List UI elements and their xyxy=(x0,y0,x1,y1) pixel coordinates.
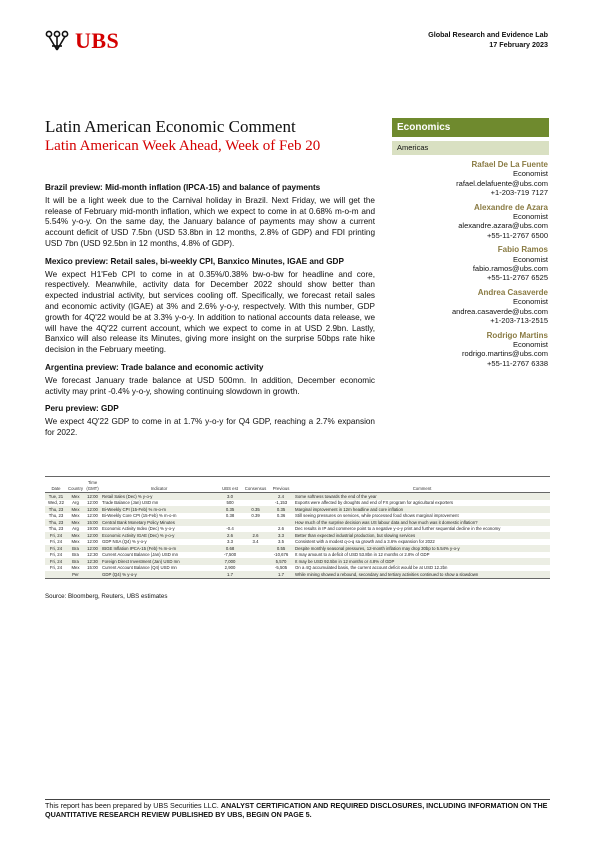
table-header: Time (GMT) xyxy=(84,477,101,493)
consensus-cell: 0.35 xyxy=(243,506,268,513)
country-cell: Mex xyxy=(67,506,84,513)
time-cell: 15:00 xyxy=(87,565,98,570)
comment-cell: Some softness towards the end of the year xyxy=(294,493,550,500)
table-header: Date xyxy=(45,477,67,493)
date-cell: Tue, 21 xyxy=(45,493,67,500)
report-header xyxy=(428,30,548,49)
table-header: Comment xyxy=(294,477,550,493)
previous-cell: 1.7 xyxy=(268,571,294,578)
previous-cell: -5,505 xyxy=(274,565,288,570)
table-row xyxy=(45,526,550,533)
indicator-cell: GDP (Q4) % y-o-y xyxy=(101,571,217,578)
country-cell: Mex xyxy=(67,532,84,539)
consensus-cell: 0.39 xyxy=(251,513,260,518)
previous-cell: 0.35 xyxy=(268,506,294,513)
country-cell: Arg xyxy=(72,526,79,531)
analyst-contact xyxy=(388,245,548,283)
table-header: Indicator xyxy=(101,477,217,493)
comment-cell: It may be USD 92.5bn in 12 months or 4.8% of GDP xyxy=(294,558,550,565)
ubs-est-cell: 0.68 xyxy=(217,545,243,552)
comment-cell: How much of the surprise decision was US labour data and how much was it domestic inflation? xyxy=(294,519,550,526)
date-cell: Fri, 24 xyxy=(49,565,63,570)
date-cell xyxy=(45,571,67,578)
previous-cell: 0.55 xyxy=(268,545,294,552)
time-cell: 12:00 xyxy=(84,506,101,513)
analyst-phone: +55-11-2767 6500 xyxy=(487,230,548,240)
ubs-keys-icon xyxy=(45,30,69,52)
calendar-table-wrapper xyxy=(45,476,550,579)
indicator-cell: Current Account Balance (Q4) USD mn xyxy=(102,565,177,570)
lab-name: Global Research and Evidence Lab xyxy=(428,30,548,39)
analyst-email[interactable]: andrea.casaverde@ubs.com xyxy=(452,306,548,316)
indicator-cell: Foreign Direct Investment (Jan) USD mn xyxy=(101,558,217,565)
ubs-est-cell: 500 xyxy=(226,500,234,505)
analyst-email[interactable]: rodrigo.martins@ubs.com xyxy=(462,349,548,359)
report-title: Latin American Economic Comment xyxy=(45,117,296,136)
analyst-role: Economist xyxy=(512,297,548,307)
time-cell: 12:00 xyxy=(87,539,98,544)
country-cell: Mex xyxy=(71,513,80,518)
analyst-name: Andrea Casaverde xyxy=(477,287,548,297)
previous-cell: 5,570 xyxy=(268,558,294,565)
analyst-phone: +1-203-713-2515 xyxy=(490,316,548,326)
analyst-role: Economist xyxy=(512,169,548,179)
time-cell: 19:00 xyxy=(87,526,98,531)
comment-cell: Consistent with a modest q-o-q sa growth and a 3.6% expansion for 2022 xyxy=(295,539,435,544)
previous-cell: 3.5 xyxy=(278,539,285,544)
country-cell: Bra xyxy=(72,552,79,557)
time-cell: 12:00 xyxy=(84,493,101,500)
indicator-cell: IBGE Inflation IPCA-15 (Feb) % m-o-m xyxy=(101,545,217,552)
section-heading: Peru preview: GDP xyxy=(45,404,119,414)
analyst-role: Economist xyxy=(512,339,548,349)
country-cell: Per xyxy=(67,571,84,578)
comment-cell: Marginal improvement in 12m headline and core inflation xyxy=(294,506,550,513)
table-source: Source: Bloomberg, Reuters, UBS estimates xyxy=(45,593,168,600)
calendar-table xyxy=(45,476,550,579)
country-cell: Mex xyxy=(67,493,84,500)
analyst-name: Alexandre de Azara xyxy=(474,202,548,212)
analyst-name: Rodrigo Martins xyxy=(486,330,548,340)
indicator-cell: Economic Activity IGAE (Dec) % y-o-y xyxy=(101,532,217,539)
comment-cell: Still seeing pressures on services, while processed food shows marginal improvement xyxy=(295,513,459,518)
time-cell: 12:30 xyxy=(84,558,101,565)
analyst-contact xyxy=(388,288,548,326)
country-cell: Mex xyxy=(67,519,84,526)
country-cell: Bra xyxy=(67,558,84,565)
indicator-cell: Central Bank Monetary Policy Minutes xyxy=(101,519,217,526)
footer-text: This report has been prepared by UBS Securities LLC. xyxy=(45,801,221,810)
analyst-email[interactable]: fabio.ramos@ubs.com xyxy=(472,264,548,274)
country-cell: Mex xyxy=(71,565,80,570)
section-text: We forecast January trade balance at USD 500mn. In addition, December economic activity may print -0.4% y-o-y, showing continuing slowdown in growth. xyxy=(45,375,375,396)
ubs-est-cell: 2,900 xyxy=(224,565,236,570)
time-cell: 12:00 xyxy=(84,532,101,539)
analyst-contact xyxy=(388,160,548,198)
time-cell: 12:30 xyxy=(87,552,98,557)
analyst-contacts xyxy=(388,160,548,373)
ubs-est-cell: 0.35 xyxy=(217,506,243,513)
section-argentina xyxy=(45,363,375,397)
indicator-cell: Trade Balance (Jan) USD mn xyxy=(102,500,159,505)
indicator-cell: Economic Activity Index (Dec) % y-o-y xyxy=(102,526,175,531)
table-header: Previous xyxy=(268,477,294,493)
table-header: Country xyxy=(67,477,84,493)
analyst-email[interactable]: rafael.delafuente@ubs.com xyxy=(456,178,548,188)
indicator-cell: Retail Sales (Dec) % y-o-y xyxy=(101,493,217,500)
date-cell: Thu, 23 xyxy=(45,519,67,526)
date-cell: Thu, 23 xyxy=(45,506,67,513)
section-peru xyxy=(45,404,375,438)
date-cell: Fri, 24 xyxy=(45,532,67,539)
analyst-phone: +55-11-2767 6338 xyxy=(487,358,548,368)
analyst-phone: +1-203-719 7127 xyxy=(490,188,548,198)
date-cell: Thu, 23 xyxy=(48,526,64,531)
ubs-est-cell: 3.0 xyxy=(217,493,243,500)
ubs-est-cell: 2.6 xyxy=(217,532,243,539)
table-row xyxy=(45,493,550,500)
consensus-cell xyxy=(243,571,268,578)
section-heading: Argentina preview: Trade balance and economic activity xyxy=(45,362,264,372)
section-heading: Brazil preview: Mid-month inflation (IPCA-15) and balance of payments xyxy=(45,183,321,192)
disclosure-footer xyxy=(45,801,550,819)
consensus-cell xyxy=(243,493,268,500)
ubs-logo xyxy=(45,28,119,54)
time-cell: 12:00 xyxy=(84,545,101,552)
analyst-contact xyxy=(388,331,548,369)
ubs-est-cell: 1.7 xyxy=(217,571,243,578)
category-banner: Economics xyxy=(392,118,549,137)
date-cell: Fri, 24 xyxy=(49,539,63,544)
analyst-phone: +55-11-2767 6525 xyxy=(487,273,548,283)
analyst-email[interactable]: alexandre.azara@ubs.com xyxy=(458,221,548,231)
comment-cell: Exports were affected by droughts and end of FX program for agricultural exporters xyxy=(295,500,454,505)
analyst-contact xyxy=(388,203,548,241)
previous-cell: 2.6 xyxy=(278,526,285,531)
ubs-est-cell: 0.38 xyxy=(225,513,235,518)
report-subtitle: Latin American Week Ahead, Week of Feb 20 xyxy=(45,138,321,154)
time-cell: 12:00 xyxy=(87,513,98,518)
previous-cell: 2.4 xyxy=(268,493,294,500)
comment-cell: Dec results in IP and commerce point to a negative y-o-y print and further sequential decline in the economy xyxy=(295,526,501,531)
section-mexico xyxy=(45,257,375,356)
time-cell: 12:00 xyxy=(87,500,98,505)
ubs-est-cell: 3.3 xyxy=(227,539,234,544)
analyst-role: Economist xyxy=(512,212,548,222)
date-cell: Fri, 24 xyxy=(45,545,67,552)
previous-cell: -10,676 xyxy=(273,552,289,557)
footer-disclosure: ANALYST CERTIFICATION AND REQUIRED DISCLOSURES, INCLUDING INFORMATION ON THE QUANTITATIVE RESEARCH REVIEW PUBLISHED BY UBS, BEGIN ON PAGE 5. xyxy=(45,801,548,820)
consensus-cell: 3.4 xyxy=(252,539,259,544)
ubs-est-cell: 7,000 xyxy=(217,558,243,565)
date-cell: Fri, 24 xyxy=(45,558,67,565)
indicator-cell: Bi-Weekly CPI (15-Feb) % m-o-m xyxy=(101,506,217,513)
comment-cell: Better than expected industrial production, but slowing services xyxy=(294,532,550,539)
ubs-est-cell: -0.4 xyxy=(226,526,234,531)
previous-cell: 3.3 xyxy=(268,532,294,539)
indicator-cell: GDP NSA (Q4) % y-o-y xyxy=(102,539,147,544)
table-header: Consensus xyxy=(243,477,268,493)
comment-cell: While mining showed a rebound, secondary and tertiary activities continued to show a slowdown xyxy=(294,571,550,578)
report-date: 17 February 2023 xyxy=(489,39,548,49)
footer-divider xyxy=(45,799,550,800)
region-banner: Americas xyxy=(392,141,549,155)
section-text: It will be a light week due to the Carnival holiday in Brazil. Next Friday, we will get the release of February mid-month inflation, which we expect to come in at 0.68% m-o-m and 5.54% y-o-y. On the same day, the January balance of payments may show a current account deficit of USD 7.5bn (USD 53.8bn in 12 months, 2.8% of GDP) and FDI printing USD 7bn (USD 92.5bn in 12 months, 4.8% of GDP). xyxy=(45,195,375,248)
table-row xyxy=(45,571,550,578)
logo-text: UBS xyxy=(75,28,120,53)
time-cell: 15:00 xyxy=(84,519,101,526)
time-cell xyxy=(84,571,101,578)
previous-cell: -1,153 xyxy=(274,500,288,505)
previous-cell: 0.36 xyxy=(276,513,286,518)
report-body xyxy=(45,183,375,446)
table-row xyxy=(45,519,550,526)
section-heading: Mexico preview: Retail sales, bi-weekly CPI, Banxico Minutes, IGAE and GDP xyxy=(45,256,344,266)
section-brazil xyxy=(45,183,375,250)
date-cell: Thu, 23 xyxy=(48,513,64,518)
analyst-name: Fabio Ramos xyxy=(497,245,548,255)
country-cell: Bra xyxy=(67,545,84,552)
comment-cell: Despite monthly seasonal pressures, 12-month inflation may drop 30bp to 5.54% y-o-y xyxy=(294,545,550,552)
analyst-role: Economist xyxy=(512,254,548,264)
date-cell: Wed, 22 xyxy=(48,500,64,505)
indicator-cell: Bi-Weekly Core CPI (15-Feb) % m-o-m xyxy=(102,513,177,518)
section-text: We expect H1'Feb CPI to come in at 0.35%/0.38% bw-o-bw for headline and core, respectively. Meanwhile, activity data for December 2022 should show better than expected industrial activity, but services cooling off. Specifically, we forecast retail sales and economic activity (IGAE) at 3% and 2.6% y-o-y, respectvely. With this number, GDP growth for 4Q'22 would be at 3.3% y-o-y. In addition to national accounts data release, we will have the 4Q'22 current account, which we expect to come in at USD 2.9bn. Lastly, Banxico will also release its Minutes, giving more insight on the surprise 50bps rate hike decision in the February meeting. xyxy=(45,269,375,355)
analyst-name: Rafael De La Fuente xyxy=(471,160,548,169)
ubs-est-cell: -7,500 xyxy=(223,552,237,557)
consensus-cell: 2.6 xyxy=(243,532,268,539)
country-cell: Mex xyxy=(71,539,80,544)
comment-cell: It may amount to a deficit of USD 53.8bn in 12 months or 2.8% of GDP xyxy=(295,552,430,557)
table-header-row xyxy=(45,477,550,493)
comment-cell: On a 4Q accumulated basis, the current account deficit would be at USD 12.2bn xyxy=(295,565,448,570)
country-cell: Arg xyxy=(72,500,79,505)
indicator-cell: Current Account Balance (Jan) USD mn xyxy=(102,552,178,557)
date-cell: Fri, 24 xyxy=(49,552,63,557)
table-header: UBS est xyxy=(217,477,243,493)
section-text: We expect 4Q'22 GDP to come in at 1.7% y-o-y for Q4 GDP, reaching a 2.7% expansion for 2022. xyxy=(45,417,375,437)
